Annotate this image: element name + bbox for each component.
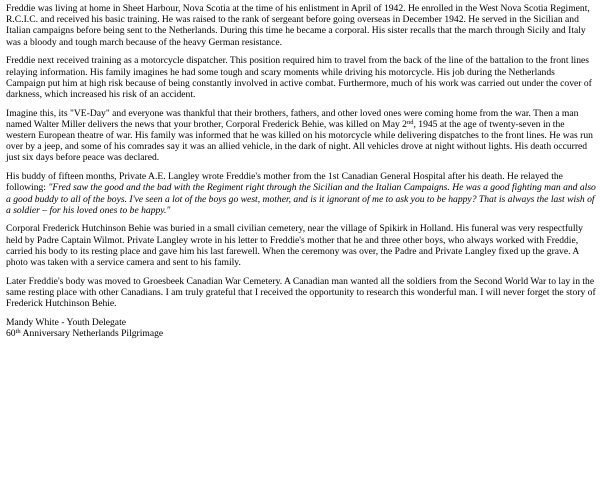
- signature-block: [6, 317, 596, 339]
- paragraph-letter: [6, 171, 596, 216]
- date-ordinal-suffix: nd: [406, 118, 414, 126]
- paragraph-dispatcher: Freddie next received training as a motorcycle dispatcher. This position required him to travel from the back of the line of the battalion to the front lines relaying information. His family imagines he had some tough and scary moments while driving his motorcycle. His job during the Netherlands Campaign put him at high risk because of being constantly involved in active combat. Furthermore, much of his work was carried out under the cover of darkness, which increased his risk of an accident.: [6, 55, 592, 100]
- event-number: 60: [6, 328, 16, 340]
- event-name: [6, 328, 596, 339]
- paragraph-groesbeek: Later Freddie's body was moved to Groesbeek Canadian War Cemetery. A Canadian man wanted all the soldiers from the Second World War to lay in the same resting place with other Canadians. I am truly grateful that I received the opportunity to research this wonderful man. I will never forget the story of Frederick Hutchinson Behie.: [6, 275, 596, 310]
- event-ordinal-suffix: th: [15, 328, 21, 336]
- paragraph-enlistment: Freddie was living at home in Sheet Harbour, Nova Scotia at the time of his enlistment in April of 1942. He enrolled in the West Nova Scotia Regiment, R.C.I.C. and received his basic training. He was raised to the rank of sergeant before going overseas in December 1942. He served in the Sicilian and Italian campaigns before being sent to the Netherlands. During this time he became a corporal. His sister recalls that the march through Sicily and Italy was a bloody and tough march because of the heavy German resistance.: [6, 3, 590, 48]
- ve-day-text-after: , 1945 at the age of twenty-seven in the western European theatre of war. His family was informed that he was killed on his motorcycle while delivering dispatches to the front lines. He was run over by a jeep, and some of his comrades say it was an allied vehicle, in the dark of night. All vehicles drove at night without lights. His death occurred just six days before peace was declared.: [6, 118, 593, 164]
- ve-day-text-before: Imagine this, its "VE-Day" and everyone was thankful that their brothers, fathers, and other loved ones were coming home from the war. Then a man named Walter Miller delivers the news that your brother, Corporal Frederick Behie, was killed on May 2: [6, 107, 579, 130]
- author-name: Mandy White - Youth Delegate: [6, 316, 126, 328]
- letter-quote: "Fred saw the good and the bad with the Regiment right through the Sicilian and the Italian Campaigns. He was a good fighting man and also a good buddy to all of the boys. I've seen a lot of the boys go west, mother, and is it ignorant of me to ask you to be happy? That is always the last wish of a soldier – for his loved ones to be happy.": [6, 182, 596, 216]
- event-rest: Anniversary Netherlands Pilgrimage: [20, 328, 164, 340]
- letter-intro: His buddy of fifteen months, Private A.E. Langley wrote Freddie's mother from the 1st Canadian General Hospital after his death. He relayed the following:: [6, 171, 563, 194]
- paragraph-ve-day: [6, 108, 596, 164]
- paragraph-burial: Corporal Frederick Hutchinson Behie was buried in a small civilian cemetery, near the village of Spikirk in Holland. His funeral was very respectfully held by Padre Captain Wilmot. Private Langley wrote in his letter to Freddie's mother that he and three other boys, who always worked with Freddie, carried his body to its resting place and gave him his last farewell. When the ceremony was over, the Padre and Private Langley fixed up the grave. A photo was taken with a service camera and sent to his family.: [6, 223, 583, 269]
